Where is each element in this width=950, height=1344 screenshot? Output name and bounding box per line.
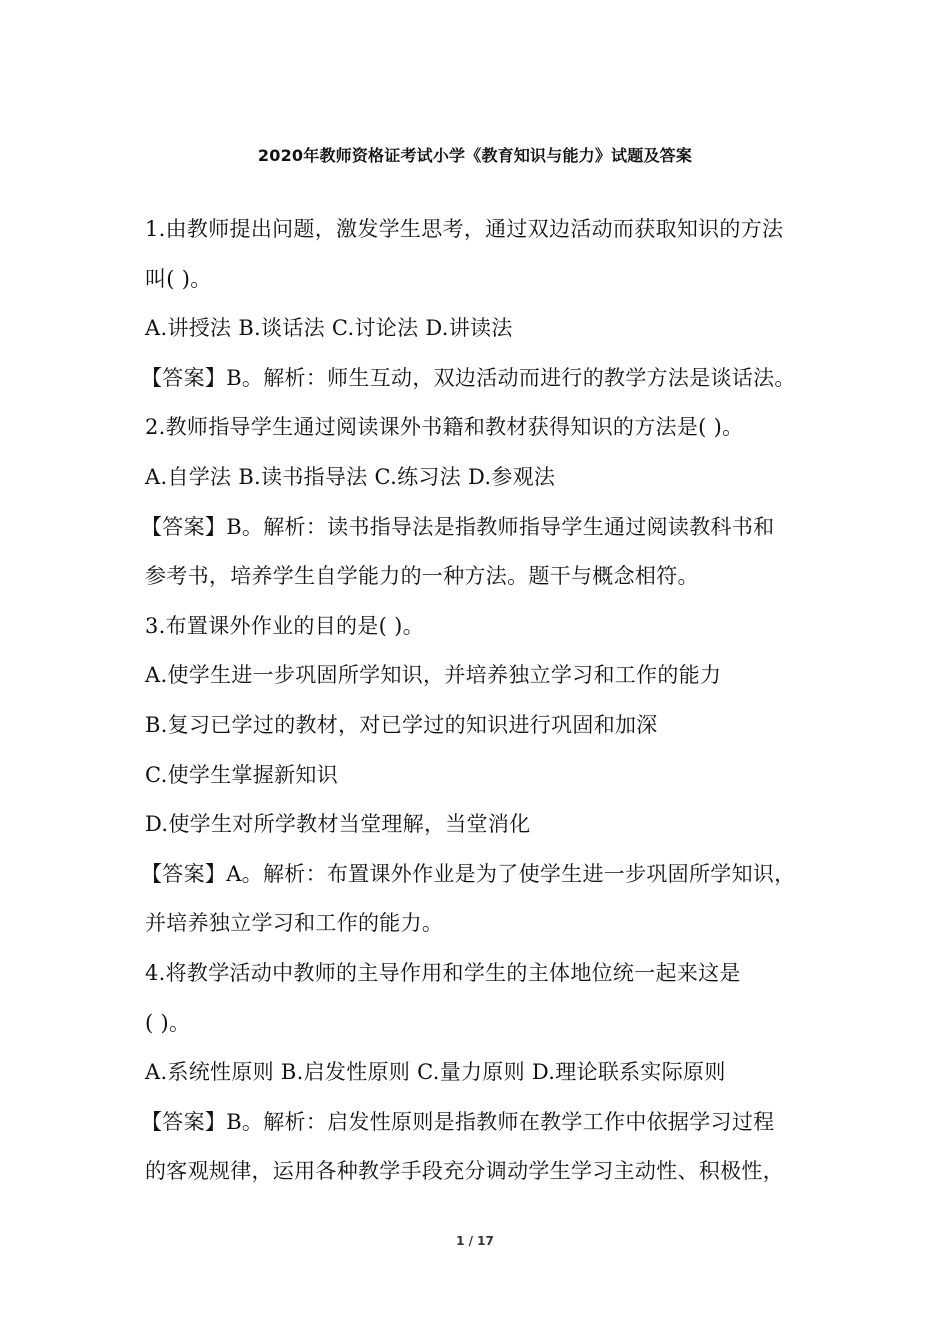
options-line: A.系统性原则 B.启发性原则 C.量力原则 D.理论联系实际原则 bbox=[145, 1060, 726, 1085]
options-line: A.自学法 B.读书指导法 C.练习法 D.参观法 bbox=[145, 464, 556, 489]
answer-line: 【答案】B。解析：读书指导法是指教师指导学生通过阅读教科书和 bbox=[141, 514, 775, 539]
page-number: 1 / 17 bbox=[456, 1234, 494, 1248]
question-line: 3.布置课外作业的目的是( )。 bbox=[145, 613, 424, 638]
answer-continuation-line: 并培养独立学习和工作的能力。 bbox=[145, 911, 444, 936]
question-line: 4.将教学活动中教师的主导作用和学生的主体地位统一起来这是 bbox=[145, 960, 741, 985]
question-line: ( )。 bbox=[145, 1010, 191, 1035]
answer-continuation-line: 的客观规律，运用各种教学手段充分调动学生学习主动性、积极性， bbox=[145, 1159, 784, 1184]
options-line: B.复习已学过的教材，对已学过的知识进行巩固和加深 bbox=[145, 712, 658, 737]
question-line: 叫( )。 bbox=[145, 266, 212, 291]
question-line: 1.由教师提出问题，激发学生思考，通过双边活动而获取知识的方法 bbox=[145, 217, 784, 241]
answer-line: 【答案】B。解析：启发性原则是指教师在教学工作中依据学习过程 bbox=[141, 1109, 775, 1134]
answer-line: 【答案】B。解析：师生互动，双边活动而进行的教学方法是谈话法。 bbox=[141, 365, 796, 390]
options-line: C.使学生掌握新知识 bbox=[145, 762, 338, 787]
document-body bbox=[141, 205, 813, 1197]
answer-line: 【答案】A。解析：布置课外作业是为了使学生进一步巩固所学知识， bbox=[141, 861, 796, 886]
question-line: 2.教师指导学生通过阅读课外书籍和教材获得知识的方法是( )。 bbox=[145, 415, 744, 440]
document-title: 2020年教师资格证考试小学《教育知识与能力》试题及答案 bbox=[257, 146, 693, 165]
options-line: A.使学生进一步巩固所学知识，并培养独立学习和工作的能力 bbox=[145, 663, 722, 688]
answer-continuation-line: 参考书，培养学生自学能力的一种方法。题干与概念相符。 bbox=[145, 564, 699, 589]
options-line: D.使学生对所学教材当堂理解，当堂消化 bbox=[145, 812, 531, 837]
options-line: A.讲授法 B.谈话法 C.讨论法 D.讲读法 bbox=[145, 316, 513, 341]
